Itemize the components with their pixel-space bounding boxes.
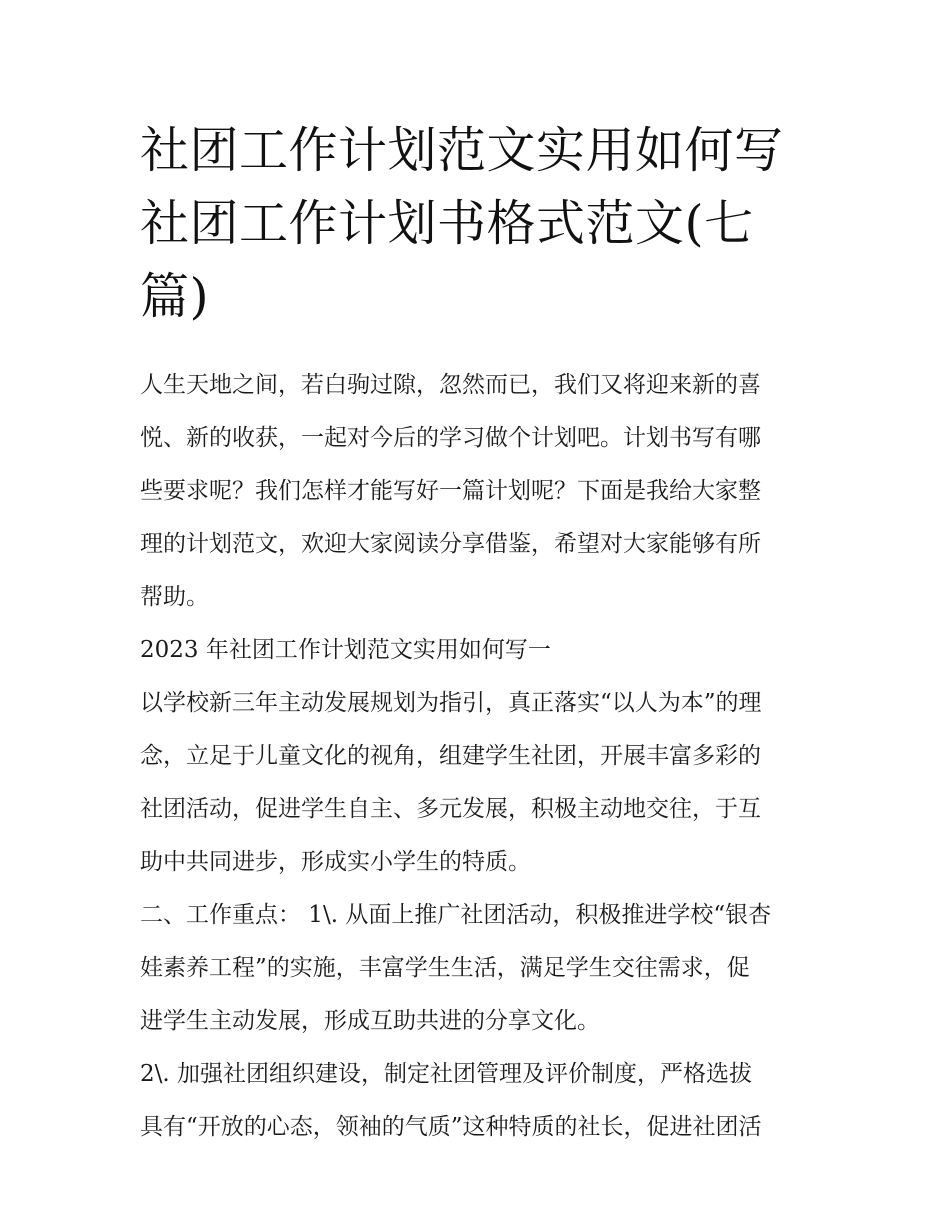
text-line: 理的计划范文，欢迎大家阅读分享借鉴，希望对大家能够有所 xyxy=(140,531,761,557)
text-line: 悦、新的收获，一起对今后的学习做个计划吧。计划书写有哪 xyxy=(140,425,761,451)
body-paragraph xyxy=(140,1048,815,1154)
text-line: 助中共同进步，形成实小学生的特质。 xyxy=(140,849,531,875)
intro-paragraph xyxy=(140,359,815,624)
text-line: 帮助。 xyxy=(140,584,209,610)
body-paragraph xyxy=(140,677,815,889)
title-line: 社团工作计划范文实用如何写 xyxy=(140,122,784,179)
title-line: 篇) xyxy=(140,268,210,325)
text-line: 社团活动，促进学生自主、多元发展，积极主动地交往，于互 xyxy=(140,796,761,822)
document-title xyxy=(140,114,815,333)
text-line: 些要求呢？我们怎样才能写好一篇计划呢？下面是我给大家整 xyxy=(140,478,761,504)
text-line: 进学生主动发展，形成互助共进的分享文化。 xyxy=(140,1008,600,1034)
text-line: 以学校新三年主动发展规划为指引，真正落实“以人为本”的理 xyxy=(140,690,762,716)
title-line: 社团工作计划书格式范文(七 xyxy=(140,195,754,252)
section-heading xyxy=(140,624,815,677)
text-line: 娃素养工程”的实施，丰富学生生活，满足学生交往需求，促 xyxy=(140,955,750,981)
document-body xyxy=(140,114,815,1154)
text-line: 2\. 加强社团组织建设，制定社团管理及评价制度，严格选拔 xyxy=(140,1061,753,1087)
text-line: 二、工作重点： 1\. 从面上推广社团活动，积极推进学校“银杏 xyxy=(140,902,772,928)
text-line: 念，立足于儿童文化的视角，组建学生社团，开展丰富多彩的 xyxy=(140,743,761,769)
body-paragraph xyxy=(140,889,815,1048)
text-line: 具有“开放的心态，领袖的气质”这种特质的社长，促进社团活 xyxy=(140,1114,762,1140)
text-line: 人生天地之间，若白驹过隙，忽然而已，我们又将迎来新的喜 xyxy=(140,372,761,398)
text-line: 2023 年社团工作计划范文实用如何写一 xyxy=(140,637,551,663)
